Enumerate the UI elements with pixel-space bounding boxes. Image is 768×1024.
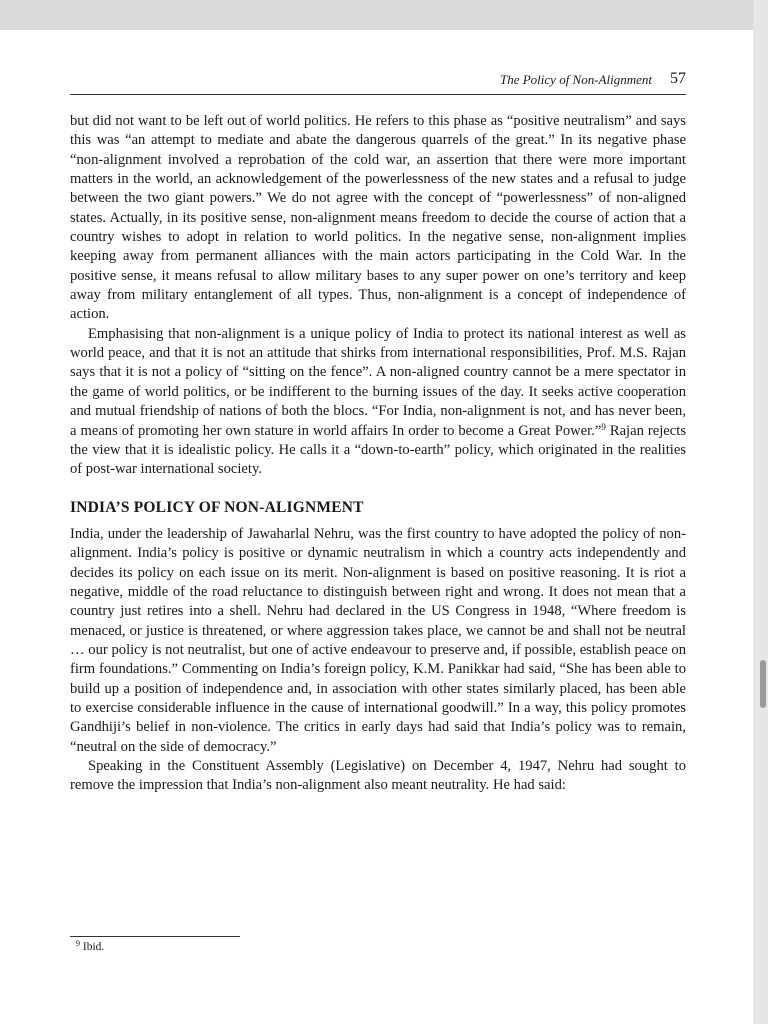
footnote-number: 9	[76, 939, 80, 948]
body-text	[70, 112, 686, 796]
scrollbar-track[interactable]	[753, 0, 768, 1024]
scrollbar-thumb[interactable]	[760, 660, 766, 708]
paragraph-2-text-a: Emphasising that non-alignment is a unique policy of India to protect its national interest as well as world peace, and that it is not an attitude that shirks from international responsibilities, Prof. M.S. Rajan says that it is not a policy of “sitting on the fence”. A non-aligned country cannot be a mere spectator in the game of world politics, or be indifferent to the burning issues of the day. It seeks active cooperation and mutual friendship of nations of both the blocs. “For India, non-alignment is not, and has never been, a means of promoting her own stature in world affairs In order to become a Great Power.”	[70, 325, 686, 439]
footnote-text: Ibid.	[82, 941, 105, 953]
footnote-reference[interactable]: 9	[601, 421, 606, 432]
footnote	[76, 941, 104, 953]
paragraph-2	[70, 325, 686, 480]
running-title: The Policy of Non-Alignment	[499, 72, 652, 87]
section-paragraph-2: Speaking in the Constituent Assembly (Legislative) on December 4, 1947, Nehru had sought to remove the impression that India’s non-alignment also meant neutrality. He had said:	[70, 758, 686, 794]
paragraph-2-text-b: Rajan rejects the view that it is idealistic policy. He calls it a “down-to-earth” policy, which originated in the realities of post-war international society.	[70, 422, 686, 478]
section-heading: INDIA’S POLICY OF NON-ALIGNMENT	[70, 498, 364, 516]
page-number: 57	[670, 70, 686, 87]
running-header	[70, 70, 686, 95]
book-page	[0, 30, 753, 1024]
paragraph-1: but did not want to be left out of world politics. He refers to this phase as “positive neutralism” and says this was “an attempt to mediate and abate the dangerous quarrels of the great.” In its negative phase “non-alignment involved a reprobation of the cold war, an assertion that there were more important matters in the world, an acknowledgement of the powerlessness of the new states and a refusal to judge between the two giant powers.” We do not agree with the concept of “powerlessness” of non-aligned states. Actually, in its positive sense, non-alignment means freedom to decide the course of action that a country wishes to adopt in relation to world politics. In the negative sense, non-alignment implies keeping away from permanent alliances with the main actors participating in the Cold War. In the positive sense, it means refusal to allow military bases to any super power on one’s territory and keep away from military entanglement of all types. Thus, non-alignment is a concept of independence of action.	[70, 113, 686, 323]
footnote-divider	[70, 936, 240, 937]
section-paragraph-1: India, under the leadership of Jawaharlal Nehru, was the first country to have adopted the policy of non-alignment. India’s policy is positive or dynamic neutralism in which a country acts independently and decides its policy on each issue on its merit. Non-alignment is based on positive reasoning. It is riot a negative, middle of the road reluctance to distinguish between right and wrong. It does not mean that a country just retires into a shell. Nehru had declared in the US Congress in 1948, “Where freedom is menaced, or justice is threatened, or where aggression takes place, we cannot be and shall not be neutral … our policy is not neutralist, but one of active endeavour to preserve and, if possible, establish peace on firm foundations.” Commenting on India’s foreign policy, K.M. Panikkar had said, “She has been able to build up a position of independence and, in association with other states similarly placed, has been able to exercise considerable influence in the cause of international goodwill.” In a way, this policy promotes Gandhiji’s belief in non-violence. The critics in early days had said that India’s policy was to remain, “neutral on the side of democracy.”	[70, 525, 686, 755]
